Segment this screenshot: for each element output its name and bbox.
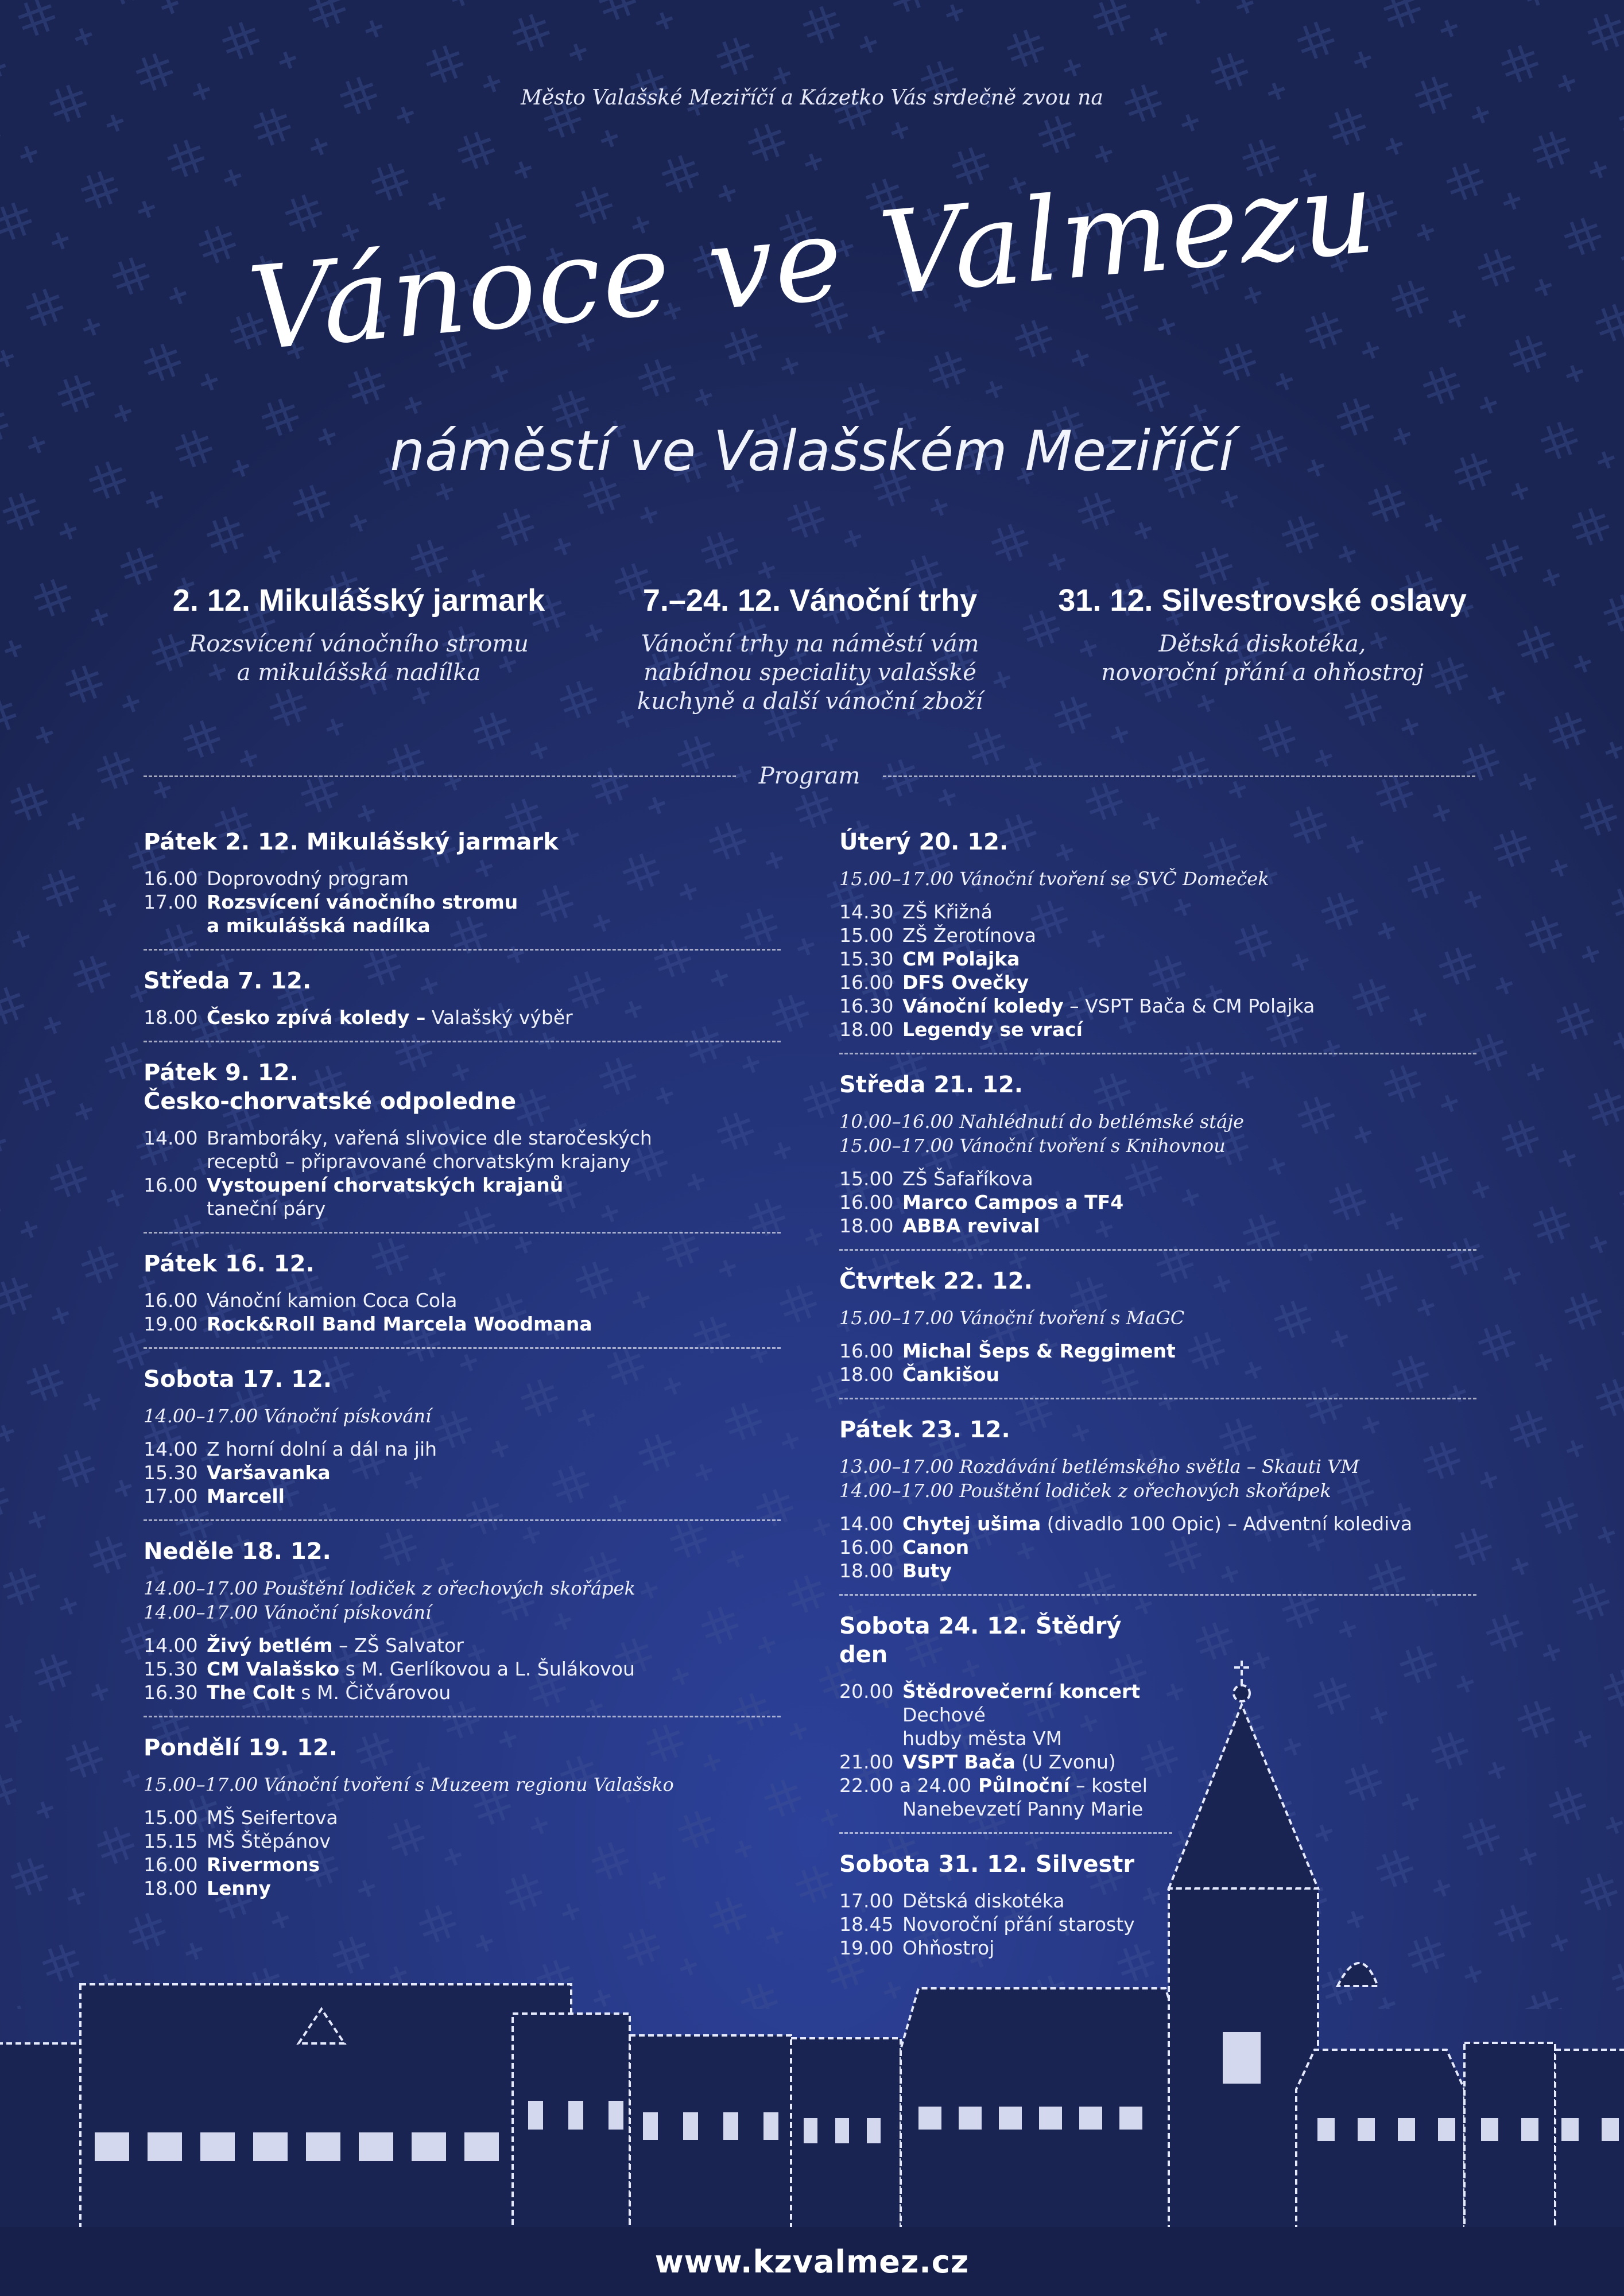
program-item (839, 1190, 1476, 1214)
program-item (839, 1936, 1476, 1960)
side-activity: 15.00–17.00 Vánoční tvoření s Knihovnou (839, 1135, 1226, 1157)
program-item (839, 1913, 1476, 1936)
item-detail: ZŠ Křižná (902, 901, 993, 923)
item-time: 18.00 (144, 1006, 198, 1029)
item-text (207, 1806, 338, 1829)
window (1481, 2118, 1498, 2141)
item-text (207, 1657, 635, 1681)
feature-2 (592, 583, 1028, 716)
window (804, 2118, 817, 2143)
item-text (902, 1018, 1083, 1041)
day-heading (839, 1267, 1476, 1296)
window (95, 2132, 129, 2161)
item-time: 14.00 (839, 1512, 894, 1535)
day-heading (144, 1733, 781, 1762)
program-item (839, 1512, 1476, 1535)
program-item (839, 994, 1476, 1018)
window (763, 2112, 778, 2140)
item-text (207, 1829, 331, 1853)
item-time: 14.30 (839, 901, 894, 923)
footer-bar (0, 2227, 1624, 2296)
item-time: 14.00 (144, 1127, 198, 1149)
item-text (902, 1913, 1135, 1936)
day-heading (144, 1537, 781, 1566)
day-heading-line: Sobota 31. 12. Silvestr (839, 1851, 1135, 1878)
item-time: 15.15 (144, 1830, 198, 1852)
item-title: Buty (902, 1560, 952, 1582)
program-item (144, 1289, 781, 1312)
item-text (207, 1634, 464, 1657)
program-item (144, 1126, 781, 1150)
item-time (839, 1727, 902, 1750)
item-time: 18.00 (839, 1363, 894, 1386)
side-activity: 14.00–17.00 Pouštění lodiček z ořechových skořápek (839, 1480, 1331, 1502)
item-text (207, 867, 409, 890)
program-label: Program (758, 763, 861, 789)
item-time: 15.00 (839, 924, 894, 947)
window (200, 2132, 235, 2161)
side-activities (144, 1576, 781, 1624)
item-detail: Ohňostroj (902, 1937, 995, 1959)
item-title: Rozsvícení vánočního stromu (207, 891, 518, 913)
item-time: 16.00 (839, 1191, 894, 1213)
program-day (839, 1064, 1476, 1251)
item-time (144, 1150, 207, 1173)
item-detail: – ZŠ Salvator (332, 1634, 464, 1657)
program-item (144, 1437, 781, 1461)
intro-text: Město Valašské Meziříčí a Kázetko Vás srdečně zvou na (521, 86, 1103, 110)
website-link[interactable]: www.kzvalmez.cz (654, 2243, 970, 2280)
item-text (902, 1936, 994, 1960)
program-item (144, 1876, 781, 1900)
program-item (839, 1727, 1172, 1750)
item-time: 19.00 (144, 1313, 198, 1335)
day-heading-line: Středa 7. 12. (144, 968, 312, 994)
item-text (207, 1312, 592, 1336)
item-text (902, 947, 1020, 971)
program-item (144, 867, 781, 890)
program-day (144, 821, 781, 951)
program-item (144, 1853, 781, 1876)
item-title: Půlnoční (978, 1774, 1070, 1797)
feature-line: Vánoční trhy na náměstí vám (641, 631, 979, 657)
item-text (902, 1190, 1123, 1214)
feature-line: a mikulášská nadílka (237, 660, 481, 686)
program-day (144, 1052, 781, 1234)
item-text (207, 1681, 451, 1704)
day-heading (144, 1365, 781, 1394)
program-item (839, 1214, 1476, 1238)
program-item (144, 1006, 781, 1029)
program-item (839, 1889, 1476, 1913)
item-title: The Colt (207, 1681, 295, 1704)
side-activity: 14.00–17.00 Vánoční pískování (144, 1405, 432, 1427)
day-heading (839, 1612, 1172, 1669)
side-activity: 14.00–17.00 Pouštění lodiček z ořechových skořápek (144, 1577, 635, 1599)
program-item (839, 924, 1476, 947)
item-detail: MŠ Seifertova (207, 1806, 338, 1829)
side-activities (144, 1404, 781, 1428)
item-time: 16.00 (144, 1174, 198, 1196)
program-item (839, 1167, 1476, 1190)
item-time: 16.00 (144, 1853, 198, 1876)
program-item (144, 914, 781, 937)
item-title: Čankišou (902, 1363, 1000, 1386)
feature-1 (141, 583, 577, 687)
item-time: 15.30 (839, 948, 894, 970)
item-detail: MŠ Štěpánov (207, 1830, 331, 1852)
program-item (144, 1657, 781, 1681)
item-time: 16.00 (144, 1289, 198, 1312)
item-detail: – kostel (1069, 1774, 1148, 1797)
side-activities (839, 1306, 1476, 1330)
window (148, 2132, 182, 2161)
program-item (839, 1680, 1172, 1727)
item-text (902, 1727, 1062, 1750)
side-activity: 13.00–17.00 Rozdávání betlémského světla – Skauti VM (839, 1456, 1360, 1477)
item-detail: ZŠ Žerotínova (902, 924, 1036, 947)
day-heading-line: Neděle 18. 12. (144, 1538, 331, 1565)
item-text (207, 1853, 320, 1876)
feature-line: kuchyně a další vánoční zboží (637, 688, 983, 715)
side-activity: 14.00–17.00 Vánoční pískování (144, 1601, 432, 1623)
program-item (839, 1018, 1476, 1041)
window (835, 2118, 849, 2143)
day-heading-line: Pondělí 19. 12. (144, 1735, 338, 1761)
poster-subtitle: náměstí ve Valašském Meziříčí (390, 419, 1234, 483)
feature-line: Dětská diskotéka, (1158, 631, 1366, 657)
window (1039, 2107, 1062, 2130)
item-text (207, 1126, 652, 1150)
program-day (839, 1605, 1172, 1834)
program-right-column (839, 821, 1476, 1980)
item-text (207, 1461, 331, 1484)
item-time: 19.00 (839, 1937, 894, 1959)
program-item (839, 1797, 1172, 1821)
divider-line (883, 775, 1475, 777)
item-time: 15.00 (144, 1806, 198, 1829)
item-text (902, 1680, 1172, 1727)
item-text (902, 900, 993, 924)
side-activities (839, 867, 1476, 891)
day-heading (839, 828, 1476, 856)
item-title: Legendy se vrací (902, 1018, 1083, 1041)
program-item (839, 1535, 1476, 1559)
program-item (839, 971, 1476, 994)
item-time: 20.00 (839, 1680, 894, 1702)
item-text (902, 1512, 1412, 1535)
day-heading-line: Pátek 23. 12. (839, 1417, 1010, 1443)
program-item (839, 900, 1476, 924)
day-heading (144, 828, 781, 856)
program-item (839, 947, 1476, 971)
program-item (144, 1197, 781, 1220)
item-detail: s M. Gerlíkovou a L. Šulákovou (339, 1658, 635, 1680)
item-text (902, 1797, 1143, 1821)
program-item (144, 1173, 781, 1197)
side-activities (839, 1110, 1476, 1158)
item-time: 18.00 (144, 1877, 198, 1899)
program-item (839, 1339, 1476, 1363)
day-heading-line: Sobota 17. 12. (144, 1366, 332, 1393)
window (1223, 2032, 1261, 2084)
side-activity: 15.00–17.00 Vánoční tvoření s MaGC (839, 1307, 1185, 1329)
program-day (839, 1843, 1476, 1971)
item-title: Chytej ušima (902, 1512, 1041, 1535)
item-title: Varšavanka (207, 1461, 331, 1484)
program-day (144, 1530, 781, 1717)
item-time: 14.00 (144, 1634, 198, 1657)
window (1438, 2118, 1455, 2141)
window (464, 2132, 499, 2161)
feature-line: Rozsvícení vánočního stromu (189, 631, 529, 657)
item-text (207, 1006, 573, 1029)
day-heading-line: Sobota 24. 12. Štědrý den (839, 1613, 1122, 1668)
program-item (144, 890, 781, 914)
item-time: 15.30 (144, 1658, 198, 1680)
program-item (144, 1484, 781, 1508)
program-item (839, 1559, 1476, 1583)
item-detail: Vánoční kamion Coca Cola (207, 1289, 458, 1312)
day-heading-line: Úterý 20. 12. (839, 829, 1009, 855)
window (1119, 2107, 1142, 2130)
item-detail: Dechové (902, 1704, 986, 1726)
program-item (144, 1681, 781, 1704)
item-title: VSPT Bača (902, 1751, 1016, 1773)
item-text (902, 1559, 952, 1583)
window (959, 2107, 982, 2130)
item-time: 17.00 (144, 1485, 198, 1507)
window (608, 2101, 623, 2130)
item-time: 17.00 (144, 891, 198, 913)
item-text (902, 1339, 1176, 1363)
day-heading-line: Čtvrtek 22. 12. (839, 1268, 1033, 1294)
item-time: 17.00 (839, 1890, 894, 1912)
program-item (839, 1750, 1172, 1774)
window (306, 2132, 340, 2161)
divider-line (144, 775, 736, 777)
item-text (207, 914, 431, 937)
item-text (902, 1535, 969, 1559)
item-text (902, 1214, 1040, 1238)
day-heading-line: Pátek 16. 12. (144, 1251, 315, 1277)
item-text (902, 971, 1029, 994)
item-detail: ZŠ Šafaříkova (902, 1168, 1033, 1190)
program-day (144, 1243, 781, 1349)
item-detail: hudby města VM (902, 1727, 1063, 1750)
item-detail: Valašský výběr (425, 1006, 573, 1029)
item-text (902, 1167, 1033, 1190)
program-item (144, 1829, 781, 1853)
item-time: 16.00 (839, 1340, 894, 1362)
side-activity: 10.00–16.00 Nahlédnutí do betlémské stáje (839, 1111, 1245, 1133)
program-day (144, 960, 781, 1042)
feature-description (141, 630, 577, 687)
item-detail: – VSPT Bača & CM Polajka (1063, 995, 1315, 1017)
item-text (902, 1750, 1116, 1774)
day-heading (144, 1250, 781, 1278)
item-time: 18.45 (839, 1913, 894, 1936)
window (867, 2118, 881, 2143)
item-title: Živý betlém (207, 1634, 333, 1657)
program-item (839, 1774, 1172, 1797)
program-item (144, 1150, 781, 1173)
item-detail: Z horní dolní a dál na jih (207, 1438, 437, 1460)
item-text (207, 890, 518, 914)
day-heading (144, 967, 781, 995)
item-time: 16.30 (144, 1681, 198, 1704)
window (723, 2112, 738, 2140)
window (568, 2101, 583, 2130)
window (1079, 2107, 1102, 2130)
item-detail: s M. Čičvárovou (294, 1681, 451, 1704)
item-time (839, 1797, 902, 1821)
item-text (978, 1774, 1148, 1797)
item-text (902, 994, 1315, 1018)
feature-line: novoroční přání a ohňostroj (1101, 660, 1424, 686)
feature-line: nabídnou speciality valašské (644, 660, 976, 686)
day-heading-line: Pátek 2. 12. Mikulášský jarmark (144, 829, 559, 855)
item-text (207, 1150, 631, 1173)
item-time: 18.00 (839, 1215, 894, 1237)
side-activities (839, 1455, 1476, 1503)
window (999, 2107, 1022, 2130)
item-title: Marcell (207, 1485, 285, 1507)
item-text (207, 1437, 437, 1461)
side-activity: 15.00–17.00 Vánoční tvoření s Muzeem regionu Valašsko (144, 1774, 674, 1795)
item-time: 21.00 (839, 1751, 894, 1773)
item-detail: taneční páry (207, 1197, 326, 1220)
day-heading (839, 1415, 1476, 1444)
window (1561, 2118, 1579, 2141)
item-detail: Bramboráky, vařená slivovice dle staročeských (207, 1127, 652, 1149)
item-title: Česko zpívá koledy – (207, 1006, 426, 1029)
item-time: 15.00 (839, 1168, 894, 1190)
item-title: CM Polajka (902, 948, 1020, 970)
window (1398, 2118, 1415, 2141)
feature-description (1044, 630, 1480, 687)
item-title: Rock&Roll Band Marcela Woodmana (207, 1313, 592, 1335)
item-time: 15.30 (144, 1461, 198, 1484)
program-day (144, 1727, 781, 1911)
day-heading (839, 1071, 1476, 1099)
item-text (207, 1197, 325, 1220)
feature-heading: 7.–24. 12. Vánoční trhy (642, 583, 978, 618)
item-title: Marco Campos a TF4 (902, 1191, 1124, 1213)
item-title: DFS Ovečky (902, 971, 1029, 994)
day-heading (144, 1058, 781, 1116)
item-time: 16.00 (839, 1536, 894, 1558)
item-title: a mikulášská nadílka (207, 914, 431, 937)
program-divider (144, 759, 1475, 793)
day-heading-line: Česko-chorvatské odpoledne (144, 1088, 517, 1115)
item-title: CM Valašsko (207, 1658, 340, 1680)
program-left-column (144, 821, 781, 1921)
item-title: Canon (902, 1536, 970, 1558)
item-text (207, 1173, 563, 1197)
feature-3 (1044, 583, 1480, 687)
feature-heading: 31. 12. Silvestrovské oslavy (1058, 583, 1467, 618)
program-day (144, 1358, 781, 1521)
item-title: Štědrovečerní koncert (902, 1680, 1141, 1702)
window (528, 2101, 543, 2130)
item-title: Michal Šeps & Reggiment (902, 1340, 1176, 1362)
side-activities (144, 1773, 781, 1797)
side-activity: 15.00–17.00 Vánoční tvoření se SVČ Domeček (839, 868, 1269, 890)
program-day (839, 1409, 1476, 1596)
day-heading-line: Pátek 9. 12. (144, 1060, 299, 1086)
item-detail: (divadlo 100 Opic) – Adventní kolediva (1041, 1512, 1413, 1535)
feature-heading: 2. 12. Mikulášský jarmark (172, 583, 545, 618)
window (1602, 2118, 1619, 2141)
poster-title: Vánoce ve Valmezu (243, 145, 1381, 377)
item-detail: Novoroční přání starosty (902, 1913, 1135, 1936)
window (412, 2132, 446, 2161)
item-time: 14.00 (144, 1438, 198, 1460)
item-time: 22.00 a 24.00 (839, 1774, 972, 1797)
item-text (207, 1289, 457, 1312)
item-text (207, 1484, 285, 1508)
item-time: 18.00 (839, 1560, 894, 1582)
day-heading (839, 1850, 1476, 1879)
item-time (144, 914, 207, 937)
item-text (902, 1363, 999, 1386)
program-item (144, 1312, 781, 1336)
item-text (207, 1876, 271, 1900)
item-title: Vánoční koledy (902, 995, 1064, 1017)
item-text (902, 924, 1036, 947)
window (1521, 2118, 1538, 2141)
window (643, 2112, 658, 2140)
program-day (839, 1260, 1476, 1399)
item-title: Rivermons (207, 1853, 320, 1876)
item-detail: receptů – připravované chorvatským krajany (207, 1150, 631, 1173)
day-heading-line: Středa 21. 12. (839, 1072, 1023, 1098)
feature-description (592, 630, 1028, 716)
item-detail: Dětská diskotéka (902, 1890, 1065, 1912)
item-time: 16.00 (144, 867, 198, 890)
window (918, 2107, 941, 2130)
window (683, 2112, 698, 2140)
window (359, 2132, 393, 2161)
program-item (144, 1461, 781, 1484)
program-day (839, 821, 1476, 1054)
program-item (144, 1634, 781, 1657)
window (253, 2132, 288, 2161)
item-time: 18.00 (839, 1018, 894, 1041)
window (1317, 2118, 1335, 2141)
program-item (839, 1363, 1476, 1386)
item-title: ABBA revival (902, 1215, 1040, 1237)
item-text (902, 1889, 1065, 1913)
item-time: 16.00 (839, 971, 894, 994)
item-title: Lenny (207, 1877, 271, 1899)
item-detail: (U Zvonu) (1015, 1751, 1116, 1773)
item-title: Vystoupení chorvatských krajanů (207, 1174, 564, 1196)
window (1358, 2118, 1375, 2141)
item-time (144, 1197, 207, 1220)
program-item (144, 1806, 781, 1829)
item-detail: Nanebevzetí Panny Marie (902, 1798, 1144, 1820)
item-detail: Doprovodný program (207, 867, 409, 890)
item-time: 16.30 (839, 995, 894, 1017)
